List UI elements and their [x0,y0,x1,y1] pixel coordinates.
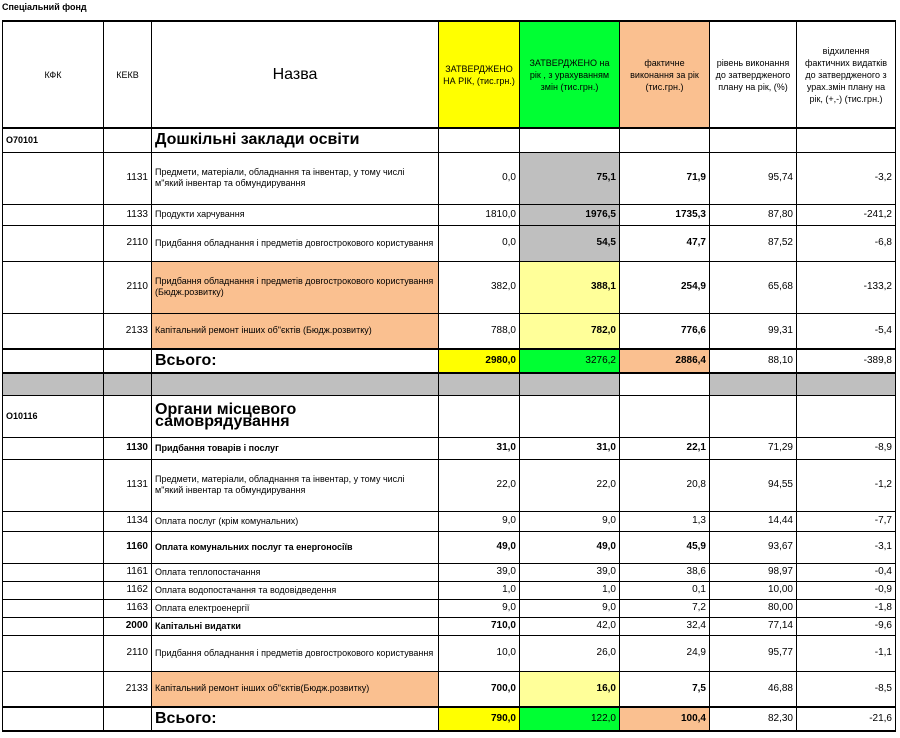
section-title: Дошкільні заклади освіти [152,128,439,152]
header-name: Назва [152,21,439,128]
header-deviation: відхилення фактичних видатків до затвердженого з урах.змін плану на рік, (+,-) (тис.грн.) [797,21,896,128]
page-caption: Спеціальний фонд [2,2,87,12]
table-row: 2110 Придбання обладнання і предметів довгострокового користування 0,0 54,5 47,7 87,52 -6,8 [3,225,896,261]
table-row: 1163 Оплата електроенергії 9,0 9,0 7,2 80,00 -1,8 [3,599,896,617]
table-row: 1133 Продукти харчування 1810,0 1976,5 1735,3 87,80 -241,2 [3,204,896,225]
header-kekv: КЕКВ [104,21,152,128]
table-row: 1131 Предмети, матеріали, обладнання та інвентар, у тому числі м"який інвентар та обмундирування 22,0 22,0 20,8 94,55 -1,2 [3,459,896,511]
header-actual: фактичне виконання за рік (тис.грн.) [620,21,710,128]
budget-table [2,20,896,732]
header-approved: ЗАТВЕРДЖЕНО НА РІК, (тис.грн.) [439,21,520,128]
separator-row [3,373,896,395]
table-row: 1134 Оплата послуг (крім комунальних) 9,0 9,0 1,3 14,44 -7,7 [3,511,896,531]
header-approved-changes: ЗАТВЕРДЖЕНО на рік , з урахуванням змін (тис.грн.) [520,21,620,128]
header-kfk: КФК [3,21,104,128]
table-row: 1160 Оплата комунальних послуг та енергоносіїв 49,0 49,0 45,9 93,67 -3,1 [3,531,896,563]
table-row: 2000 Капітальні видатки 710,0 42,0 32,4 77,14 -9,6 [3,617,896,635]
table-row: 1162 Оплата водопостачання та водовідведення 1,0 1,0 0,1 10,00 -0,9 [3,581,896,599]
total-row: Всього: 2980,0 3276,2 2886,4 88,10 -389,8 [3,349,896,373]
table-row: 2110 Придбання обладнання і предметів довгострокового користування 10,0 26,0 24,9 95,77 -1,1 [3,635,896,671]
header-level: рівень виконання до затвердженого плану на рік, (%) [710,21,797,128]
table-row: 2110 Придбання обладнання і предметів довгострокового користування (Бюдж.розвитку) 382,0 388,1 254,9 65,68 -133,2 [3,261,896,313]
header-row [3,21,896,128]
section-kfk: О10116 [3,395,104,437]
table-row: 1130 Придбання товарів і послуг 31,0 31,0 22,1 71,29 -8,9 [3,437,896,459]
table-row: 1161 Оплата теплопостачання 39,0 39,0 38,6 98,97 -0,4 [3,563,896,581]
total-row: Всього: 790,0 122,0 100,4 82,30 -21,6 [3,707,896,731]
table-row: 2133 Капітальний ремонт інших об"єктів(Бюдж.розвитку) 700,0 16,0 7,5 46,88 -8,5 [3,671,896,707]
section-header [3,395,896,437]
table-row: 2133 Капітальний ремонт інших об"єктів (Бюдж.розвитку) 788,0 782,0 776,6 99,31 -5,4 [3,313,896,349]
table-row: 1131 Предмети, матеріали, обладнання та інвентар, у тому числі м"який інвентар та обмундирування 0,0 75,1 71,9 95,74 -3,2 [3,152,896,204]
section-title: Органи місцевого самоврядування [152,395,439,437]
section-kfk: О70101 [3,128,104,152]
section-header [3,128,896,152]
